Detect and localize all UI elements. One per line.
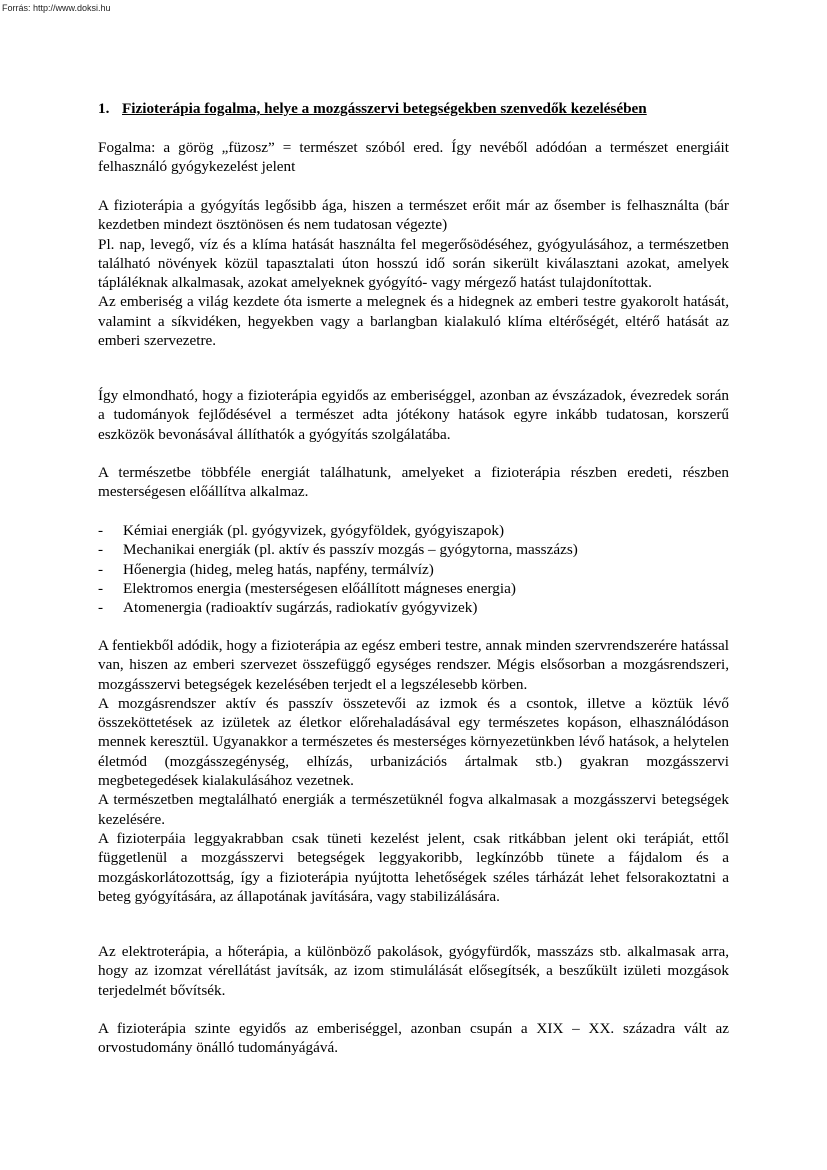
paragraph: A fizioterápia a gyógyítás legősibb ága, hiszen a természet erőit már az ősember is felhasználta (bár kezdetben mindezt ösztönösen és nem tudatosan végezte) [98, 197, 729, 234]
history-block [98, 196, 729, 350]
list-item: - Mechanikai energiák (pl. aktív és passzív mozgás – gyógytorna, masszázs) [98, 540, 729, 559]
paragraph: Az emberiség a világ kezdete óta ismerte a melegnek és a hidegnek az emberi testre gyakorolt hatását, valamint a síkvidéken, hegyekben vagy a barlangban kialakuló klíma eltérőségét, eltérő hatását az emberi szervezetre. [98, 293, 729, 350]
list-item: - Atomenergia (radioaktív sugárzás, radiokatív gyógyvizek) [98, 598, 729, 617]
paragraph: Fogalma: a görög „füzosz” = természet szóból ered. Így nevéből adódóan a természet energiáit felhasználó gyógykezelést jelent [98, 139, 729, 176]
paragraph: Az elektroterápia, a hőterápia, a különböző pakolások, gyógyfürdők, masszázs stb. alkalmasak arra, hogy az izomzat vérellátást javítsák, az izom stimulálását elősegítsék, a beszűkült izületi mozgások terjedelmét bővítsék. [98, 943, 729, 999]
paragraph: A természetben megtalálható energiák a természetüknél fogva alkalmasak a mozgásszervi betegségek kezelésére. [98, 791, 729, 828]
paragraph: A fizioterpáia leggyakrabban csak tüneti kezelést jelent, csak ritkábban jelent oki terápiát, ettől függetlenül a mozgásszervi betegségek leggyakoribb, legkínzóbb tünete a fájdalom és a mozgáskorlátozottság, így a fizioterápia nyújtotta lehetőségek széles tárházát lehet felsorakoztatni a beteg gyógyítására, az állapotának javítására, vagy stabilizálására. [98, 829, 729, 905]
paragraph: A fentiekből adódik, hogy a fizioterápia az egész emberi testre, annak minden szervrendszerére hatással van, hiszen az emberi szervezet összefüggő egységes rendszer. Mégis elsősorban a mozgásrendszeri, mozgásszervi betegségek kezelésében terjedt el a legszélesebb körben. [98, 637, 729, 693]
paragraph: A mozgásrendszer aktív és passzív összetevői az izmok és a csontok, illetve a köztük lévő összeköttetések az izületek az életkor előrehaladásával egy természetes kopáson, elhasználódáson mennek keresztül. Ugyanakkor a természetes és mesterséges környezetünkben lévő hatások, a helytelen életmód (mozgásszegénység, elhízás, urbanizációs ártalmak stb.) gyakran mozgásszervi megbetegedések kialakulásához vezetnek. [98, 694, 729, 790]
therapy-block [98, 942, 729, 1000]
energy-intro-block [98, 463, 729, 502]
definition-block [98, 138, 729, 177]
paragraph: Így elmondható, hogy a fizioterápia egyidős az emberiséggel, azonban az évszázadok, évezredek során a tudományok fejlődésével a természet adta jótékony hatások egyre inkább tudatosan, korszerű eszközök bevonásával állíthatók a gyógyítás szolgálatába. [98, 387, 729, 443]
source-label: Forrás: http://www.doksi.hu [2, 3, 111, 13]
paragraph: Pl. nap, levegő, víz és a klíma hatását használta fel megerősödéséhez, gyógyulásához, a természetben található növények közül tapasztalati úton hosszú idő során sikerült kiválasztani azokat, amelyek tápláléknak alkalmasak, azokat amelyeknek gyógyító- vagy mérgező hatást tulajdonítottak. [98, 235, 729, 292]
paragraph: A fizioterápia szinte egyidős az emberiséggel, azonban csupán a XIX – XX. századra vált az orvostudomány önálló tudományágává. [98, 1020, 729, 1057]
musculoskeletal-block [98, 636, 729, 906]
section-heading [98, 99, 729, 118]
paragraph: A természetbe többféle energiát találhatunk, amelyeket a fizioterápia részben eredeti, részben mesterségesen előállítva alkalmaz. [98, 464, 729, 501]
list-item: - Kémiai energiák (pl. gyógyvizek, gyógyföldek, gyógyiszapok) [98, 521, 729, 540]
list-item: - Elektromos energia (mesterségesen előállított mágneses energia) [98, 579, 729, 598]
closing-block [98, 1019, 729, 1058]
summary-block [98, 386, 729, 444]
heading-title: Fizioterápia fogalma, helye a mozgásszervi betegségekben szenvedők kezelésében [122, 100, 647, 117]
list-item: - Hőenergia (hideg, meleg hatás, napfény, termálvíz) [98, 560, 729, 579]
energy-list [98, 521, 729, 617]
heading-number: 1. [98, 100, 110, 117]
